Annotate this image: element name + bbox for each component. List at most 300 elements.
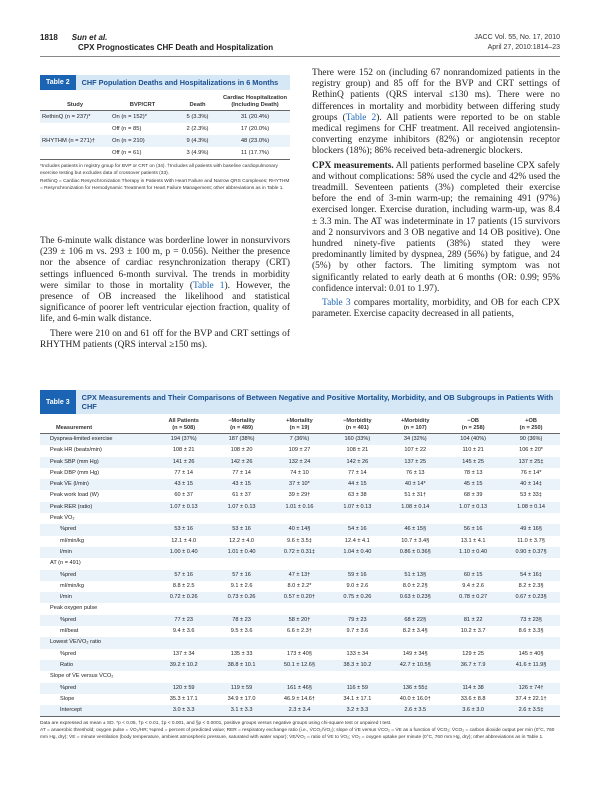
table-cell: 39 ± 29† (288, 492, 311, 499)
table-cell (213, 671, 271, 682)
running-title: CPX Prognosticates CHF Death and Hospitalization (78, 43, 274, 52)
header-rule (40, 56, 560, 57)
table-cell (328, 558, 386, 569)
table-cell: On (n = 152)* (110, 111, 175, 124)
row-label: Peak work load (W) (50, 492, 99, 499)
table-cell: 48 (23.0%) (220, 135, 290, 147)
table-cell: 40.0 ± 16.0† (399, 695, 431, 702)
table-cell: 76 ± 13 (405, 469, 425, 476)
table-cell: 0.57 ± 0.20† (271, 592, 329, 603)
row-label: %pred (40, 615, 155, 626)
row-label: %pred (40, 524, 155, 535)
column-header-line: −OB (467, 418, 479, 424)
table-cell: 60 ± 37 (174, 492, 193, 499)
table-cell: 8.2 ± 3.4§ (402, 628, 428, 635)
row-label: Peak V̇E (l/min) (40, 479, 155, 490)
row-label: Slope (60, 695, 75, 702)
table-cell: 142 ± 26 (328, 457, 386, 468)
table-cell: 50.1 ± 12.6§ (271, 660, 329, 671)
table-cell: 3.0 ± 3.3 (155, 705, 213, 716)
column-header-line: All Patients (168, 418, 199, 424)
table-cell: On (n = 210) (110, 135, 175, 147)
table-cell (386, 603, 444, 614)
table-cell (155, 637, 213, 648)
table-cell: 56 ± 16 (444, 524, 502, 535)
row-label: Intercept (40, 705, 155, 716)
table-2-col-study: Study (66, 102, 84, 108)
table-cell: 78 ± 23 (213, 615, 271, 626)
table-cell: 57 ± 16 (213, 570, 271, 581)
table-cell: 38.3 ± 10.2 (328, 660, 386, 671)
table-cell: 109 ± 27 (288, 447, 311, 454)
table-3-note-2: AT = anaerobic threshold; oxygen pulse = V̇O₂/HR; %pred = percent of predicted value; RER = respiratory exchange ratio (i.e., V̇CO₂/V̇O₂); slope of V̇E versus V̇CO₂ = V̇E as a function of V̇CO₂; V̇CO₂ = carbon dioxide output per min (0°C, 760 mm Hg, dry); V̇E = minute ventilation (body temperature, ambient atmospheric pressure, saturated with water vapor); V̇E/V̇O₂ = ratio of V̇E to V̇O₂; V̇O₂ = oxygen uptake per minute (0°C, 760 mm Hg, dry); other abbreviations as in Table 1. (40, 728, 555, 741)
table-cell: 116 ± 59 (328, 683, 386, 694)
column-header-line: (n = 107) (403, 425, 427, 431)
table-cell: 37 ± 10* (271, 479, 329, 490)
table-cell (444, 513, 502, 524)
table-cell: 9.7 ± 3.6 (346, 628, 369, 635)
table-2-col-hosp: Cardiac Hospitalization (Including Death) (222, 95, 288, 108)
table-row (40, 570, 560, 581)
table-cell: 2.6 ± 3.5‡ (502, 705, 560, 716)
table-cell: 9.6 ± 3.5‡ (287, 537, 312, 544)
table-cell (328, 671, 386, 682)
table-cell: 135 ± 33 (230, 650, 253, 657)
table-cell: 81 ± 22 (444, 615, 502, 626)
table-cell: 1.08 ± 0.14 (386, 502, 444, 513)
table-cell (502, 513, 560, 524)
table-row (40, 603, 560, 614)
table-cell: 119 ± 59 (213, 683, 271, 694)
table-cell (328, 637, 386, 648)
table-row (40, 490, 560, 501)
table-row (40, 615, 560, 626)
page-number: 1818 (40, 33, 58, 42)
table-cell: 90 (36%) (502, 434, 560, 446)
column-header-line: +Mortality (286, 418, 313, 424)
table-cell (444, 603, 502, 614)
table-cell: 51 ± 31† (404, 492, 427, 499)
table-cell: 43 ± 15 (155, 479, 213, 490)
table-cell: 129 ± 25 (462, 650, 484, 657)
row-label: ml/beat (60, 628, 79, 635)
row-label: Ratio (40, 660, 155, 671)
table-cell: 9.4 ± 2.6 (462, 582, 484, 589)
table-cell: 114 ± 38 (444, 683, 502, 694)
column-header-line: (n = 250) (519, 425, 543, 431)
table-cell (328, 603, 386, 614)
table-cell: 9.0 ± 2.6 (346, 582, 369, 589)
table-cell: 1.07 ± 0.13 (444, 502, 502, 513)
table-2-grid (40, 94, 290, 159)
table-3-footnotes (40, 720, 560, 741)
table-cell: 3.2 ± 3.3 (328, 705, 386, 716)
table-cell: 34 (32%) (386, 434, 444, 446)
body-paragraph (312, 298, 560, 320)
table-cell (271, 558, 329, 569)
column-header-line: (n = 258) (461, 425, 485, 431)
table-cell: 108 ± 21 (346, 447, 369, 454)
table-cell (444, 558, 502, 569)
row-label: Lowest V̇E/V̇O₂ ratio (40, 637, 155, 648)
table-row (40, 445, 560, 456)
table-cell: 106 ± 20* (519, 447, 543, 454)
table-3-header (40, 390, 560, 414)
table-cell (155, 558, 213, 569)
row-label: %pred (40, 570, 155, 581)
table-cell: 0.78 ± 0.27 (444, 592, 502, 603)
table-row (40, 111, 290, 124)
row-label: Peak RER (ratio) (40, 502, 155, 513)
table-cell (502, 558, 560, 569)
text-run: All patients performed baseline CPX safely and without complications: 58% used the cycle and 42% used the treadmill. Seventeen patients (3%) completed their exercise before the end of 3-min warm-up; the remaining 491 (97%) exercised longer. Exercise duration, including warm-up, was 8.4 ± 3.3 min. The AT was indeterminate in 17 patients (15 survivors and 2 nonsurvivors and 3 OB negative and 14 OB positive). One hundred ninety-five patients (38%) stated they were predominantly limited by dyspnea, 289 (56%) by fatigue, and 24 (5%) by other factors. The limiting symptom was not significantly related to early death at 6 months (OR: 0.99; 95% confidence interval: 0.01 to 1.97). (312, 160, 560, 294)
table-cell: 46.9 ± 14.6† (283, 695, 315, 702)
table-3 (40, 390, 560, 741)
table-cell: 76 ± 14* (520, 469, 542, 476)
table-2-col-death: Death (189, 102, 206, 108)
table-cell: 37.4 ± 22.1† (515, 695, 547, 702)
issue-date: April 27, 2010:1814–23 (487, 44, 560, 51)
table-row (40, 147, 290, 159)
table-cell: 1.07 ± 0.13 (213, 502, 271, 513)
table-3-column-header (444, 417, 502, 434)
row-label: l/min (40, 592, 155, 603)
table-row (40, 637, 560, 648)
table-row (40, 671, 560, 682)
column-header-line: (n = 19) (289, 425, 310, 431)
table-cell: 53 ± 33‡ (520, 492, 542, 499)
table-cell (213, 513, 271, 524)
table-cell: 77 ± 14 (348, 469, 367, 476)
table-cell: 77 ± 14 (174, 469, 193, 476)
table-cell: 0.67 ± 0.23§ (502, 592, 560, 603)
right-column-text (312, 68, 560, 320)
table-cell: 120 ± 59 (155, 683, 213, 694)
table-cell: 145 ± 40§ (518, 650, 544, 657)
table-cell: 54 ± 16 (328, 524, 386, 535)
table-row (40, 694, 560, 705)
table-cell (155, 513, 213, 524)
column-header-line: +Morbidity (401, 418, 430, 424)
table-cell (386, 671, 444, 682)
row-label: %pred (40, 683, 155, 694)
table-cell: 77 ± 14 (232, 469, 251, 476)
table-cell: 0.86 ± 0.36§ (386, 547, 444, 558)
table-3-tag: Table 3 (40, 390, 76, 414)
table-row (40, 705, 560, 716)
table-cell: 0.63 ± 0.23§ (386, 592, 444, 603)
table-1-link[interactable]: Table 1 (192, 280, 225, 291)
table-cell (444, 637, 502, 648)
table-cell: 31 (20.4%) (220, 111, 290, 124)
row-label: %pred (60, 650, 77, 657)
table-cell (213, 637, 271, 648)
table-row (40, 683, 560, 694)
table-cell: Off (n = 85) (112, 125, 142, 132)
left-column-text (40, 236, 290, 351)
table-cell: 44 ± 15 (328, 479, 386, 490)
row-label: Slope of V̇E versus V̇CO₂ (50, 673, 114, 680)
table-cell: 63 ± 38 (348, 492, 367, 499)
column-header-line: (n = 508) (172, 425, 196, 431)
table-cell: 7 (36%) (271, 434, 329, 446)
table-cell: 2 (2.3%) (186, 125, 209, 132)
table-cell: 11 (17.7%) (241, 149, 269, 156)
table-cell: 68 ± 22§ (386, 615, 444, 626)
table-cell: 59 ± 16 (328, 570, 386, 581)
table-cell: 1.10 ± 0.40 (444, 547, 502, 558)
table-cell: 53 ± 16 (213, 524, 271, 535)
text-run: ). All patients were reported to be on stable medical regimens for CHF treatment. All received angiotensin-converting enzyme inhibitors (82%) or angiotensin receptor blockers (18%); 86% received beta-adrenergic blockers. (312, 112, 560, 157)
table-cell: 9.5 ± 3.6 (230, 628, 253, 635)
text-run: The 6-minute walk distance was borderline lower in nonsurvivors (239 ± 106 m vs. 293 ± 100 m, p = 0.056). Neither the presence nor the absence of cardiac resynchronization therapy (CRT) settings influenced 6-month survival. The trends in morbidity were similar to those in mortality ( (40, 236, 290, 291)
table-cell: 61 ± 37 (232, 492, 251, 499)
column-header-line: −Mortality (228, 418, 255, 424)
table-cell: 12.4 ± 4.1 (344, 537, 370, 544)
table-cell: 11.0 ± 3.7§ (517, 537, 545, 544)
table-cell (328, 513, 386, 524)
table-cell (40, 123, 110, 135)
text-run: ). However, the presence of OB increased the likelihood and statistical significance of poorer left ventricular ejection fraction, quality of life, and 6-min walk distance. (40, 280, 290, 325)
table-row (40, 524, 560, 535)
table-cell (444, 671, 502, 682)
table-cell: 36.7 ± 7.9 (444, 660, 502, 671)
table-cell: 78 ± 13 (463, 469, 483, 476)
body-paragraph: There were 210 on and 61 off for the BVP and CRT settings of RHYTHM patients (QRS interval ≥150 ms). (40, 328, 290, 350)
table-cell (271, 637, 329, 648)
table-cell: 54 ± 16‡ (502, 570, 560, 581)
table-cell: 187 (38%) (213, 434, 271, 446)
table-cell (502, 637, 560, 648)
table-cell: RHYTHM (n = 271)† (40, 135, 110, 147)
row-label: ml/min/kg (60, 537, 84, 544)
row-label: Dyspnea-limited exercise (40, 434, 155, 446)
table-3-column-header (40, 417, 155, 434)
table-cell: 2.3 ± 3.4 (271, 705, 329, 716)
table-cell: 51 ± 13§ (386, 570, 444, 581)
table-2-bottom-rule (40, 159, 290, 160)
table-cell: 74 ± 10 (290, 469, 309, 476)
table-cell (386, 637, 444, 648)
table-cell (271, 671, 329, 682)
table-cell (213, 603, 271, 614)
table-cell: 57 ± 16 (155, 570, 213, 581)
table-3-column-header (386, 417, 444, 434)
table-cell: 77 ± 23 (155, 615, 213, 626)
table-cell: 3.6 ± 3.0 (444, 705, 502, 716)
table-cell (271, 603, 329, 614)
table-cell: 47 ± 13† (271, 570, 329, 581)
table-cell: 1.01 ± 0.16 (271, 502, 329, 513)
table-3-title: CPX Measurements and Their Comparisons of Between Negative and Positive Mortality, Morbidity, and OB Subgroups in Patients With CHF (76, 390, 560, 414)
table-cell: 8.6 ± 3.3§ (518, 628, 544, 635)
table-cell: 1.01 ± 0.40 (213, 547, 271, 558)
table-3-bottom-rule (40, 716, 560, 717)
table-cell: 9.1 ± 2.6 (230, 582, 253, 589)
table-cell: 43 ± 15 (213, 479, 271, 490)
body-paragraph (312, 161, 560, 295)
table-cell: 0.72 ± 0.26 (155, 592, 213, 603)
table-cell: 73 ± 23§ (502, 615, 560, 626)
table-cell: 34.1 ± 17.1 (343, 695, 372, 702)
table-cell (386, 558, 444, 569)
table-row (40, 502, 560, 513)
table-cell: 53 ± 16 (155, 524, 213, 535)
table-cell: 10.7 ± 3.4§ (401, 537, 430, 544)
row-label: ml/min/kg (60, 582, 84, 589)
table-row (40, 479, 560, 490)
table-cell: 58 ± 20† (271, 615, 329, 626)
table-cell: 46 ± 15§ (386, 524, 444, 535)
table-3-column-header (502, 417, 560, 434)
column-header-line: −Morbidity (343, 418, 372, 424)
table-cell: 34.9 ± 17.0 (227, 695, 256, 702)
table-cell: 1.08 ± 0.14 (502, 502, 560, 513)
table-3-note-1: Data are expressed as mean ± SD. *p < 0.05, †p < 0.01, ‡p < 0.001, and §p < 0.0001, positive groups versus negative groups using chi-square test or unpaired t test. (40, 721, 392, 727)
table-cell: 41.6 ± 11.9§ (502, 660, 560, 671)
table-row (40, 468, 560, 479)
journal-citation: JACC Vol. 55, No. 17, 2010 (474, 34, 560, 41)
table-row (40, 513, 560, 524)
section-heading: CPX measurements. (312, 160, 394, 171)
table-cell: 1.00 ± 0.40 (155, 547, 213, 558)
author-line: Sun et al. (71, 33, 108, 42)
table-cell: 9 (4.3%) (175, 135, 220, 147)
table-3-column-header (213, 417, 271, 434)
table-2-header (40, 75, 290, 90)
row-label: Peak HR (beats/min) (50, 447, 102, 454)
table-cell: 142 ± 26 (213, 457, 271, 468)
text-run: There were 152 on (including 67 nonrandomized patients in the registry group) and 85 off for the BVP and CRT settings of RethinQ patients (QRS interval ≤130 ms). There were no differences in mortality and morbidity between differing study groups ( (312, 68, 560, 123)
table-row (40, 649, 560, 660)
table-cell (271, 513, 329, 524)
table-cell: 133 ± 34 (346, 650, 369, 657)
table-cell: 0.75 ± 0.26 (328, 592, 386, 603)
table-cell: 8.0 ± 2.2§ (402, 582, 428, 589)
table-cell: 161 ± 46§ (271, 683, 329, 694)
table-cell: 40 ± 14‡ (502, 479, 560, 490)
table-cell (155, 671, 213, 682)
table-row (40, 123, 290, 135)
row-label: Peak SBP (mm Hg) (40, 457, 155, 468)
table-cell: 8.0 ± 2.2* (287, 582, 312, 589)
row-label: Peak V̇O₂ (50, 515, 75, 522)
text-run: compares mortality, morbidity, and OB for each CPX parameter. Exercise capacity decreased in all patients, (312, 298, 560, 320)
table-cell: 0.90 ± 0.37§ (502, 547, 560, 558)
table-3-column-header (271, 417, 329, 434)
table-cell: 160 (33%) (328, 434, 386, 446)
table-cell: 107 ± 22 (404, 447, 427, 454)
table-row (40, 536, 560, 547)
table-cell: 108 ± 20 (230, 447, 253, 454)
row-label: AT (n = 491) (50, 560, 81, 567)
table-cell: 39.2 ± 10.2 (155, 660, 213, 671)
table-cell: 40 ± 14§ (271, 524, 329, 535)
table-cell: 8.2 ± 2.3§ (518, 582, 544, 589)
table-cell: 3 (4.9%) (186, 149, 209, 156)
row-label: l/min (40, 547, 155, 558)
table-3-link[interactable]: Table 3 (322, 298, 351, 309)
table-cell: 38.8 ± 10.1 (213, 660, 271, 671)
table-cell: 132 ± 24 (271, 457, 329, 468)
table-3-column-header (155, 417, 213, 434)
table-row (40, 592, 560, 603)
table-2-title: CHF Population Deaths and Hospitalizations in 6 Months (76, 75, 290, 90)
table-cell: 42.7 ± 10.5§ (386, 660, 444, 671)
table-cell: 1.04 ± 0.40 (328, 547, 386, 558)
table-cell: 104 (40%) (444, 434, 502, 446)
table-cell: 145 ± 25 (444, 457, 502, 468)
table-2-note-2: RethinQ = Cardiac Resynchronization Therapy in Patients With Heart Failure and Narrow QRS Complexes; RHYTHM = Resynchronization for Hemodynamic Treatment for Heart Failure Management; other abbreviations as in Table 1. (40, 179, 290, 191)
table-cell: 40 ± 14* (386, 479, 444, 490)
table-row (40, 547, 560, 558)
column-header-line: (n = 489) (230, 425, 253, 431)
table-cell: 9.4 ± 3.6 (172, 628, 195, 635)
table-cell: 0.72 ± 0.31‡ (271, 547, 329, 558)
table-2-note-1: *Includes patients in registry group for BVP or CRT on (34). †Includes all patients with baseline cardiopulmonary exercise testing but excludes data of crossover patients (33). (40, 164, 278, 176)
table-3-column-header (328, 417, 386, 434)
table-cell: 8.8 ± 2.5 (172, 582, 195, 589)
table-cell: 33.6 ± 8.8 (460, 695, 486, 702)
table-2 (40, 75, 290, 193)
table-cell: Off (n = 61) (112, 149, 142, 156)
table-2-footnotes (40, 163, 290, 192)
body-paragraph (40, 236, 290, 326)
table-cell: 137 ± 25 (386, 457, 444, 468)
table-cell: 17 (20.0%) (240, 125, 270, 132)
table-2-link[interactable]: Table 2 (345, 112, 377, 123)
column-header-line: (n = 401) (345, 425, 369, 431)
table-2-tag: Table 2 (40, 75, 76, 90)
table-cell: 68 ± 39 (463, 492, 483, 499)
table-cell: 79 ± 23 (328, 615, 386, 626)
running-header-left (40, 33, 273, 53)
table-row (40, 626, 560, 637)
table-2-col-bvp: BVP/CRT (129, 102, 156, 108)
table-cell: 194 (37%) (155, 434, 213, 446)
row-label: Peak oxygen pulse (50, 605, 98, 612)
table-cell: 136 ± 55‡ (386, 683, 444, 694)
table-cell: 173 ± 40§ (287, 650, 312, 657)
table-row (40, 135, 290, 147)
table-cell: 35.3 ± 17.1 (169, 695, 198, 702)
row-label: Peak DBP (mm Hg) (50, 469, 100, 476)
running-header-right (474, 33, 560, 53)
table-cell: 6.6 ± 2.3† (287, 628, 312, 635)
table-row (40, 660, 560, 671)
table-cell: 12.2 ± 4.0 (229, 537, 254, 544)
table-cell: 110 ± 21 (462, 447, 484, 454)
table-cell: 108 ± 21 (172, 447, 195, 454)
table-row (40, 558, 560, 569)
table-cell: RethinQ (n = 237)* (40, 111, 110, 124)
table-cell: 2.6 ± 3.5 (386, 705, 444, 716)
table-row (40, 581, 560, 592)
table-cell: 137 ± 25‡ (502, 457, 560, 468)
table-row (40, 457, 560, 468)
table-cell: 45 ± 15 (444, 479, 502, 490)
table-cell: 5 (3.3%) (175, 111, 220, 124)
column-header-line: Measurement (56, 425, 93, 431)
table-cell: 60 ± 15 (444, 570, 502, 581)
table-cell: 1.07 ± 0.13 (328, 502, 386, 513)
table-cell: 3.1 ± 3.3 (213, 705, 271, 716)
table-cell: 141 ± 26 (155, 457, 213, 468)
table-cell: 1.07 ± 0.13 (155, 502, 213, 513)
table-cell: 137 ± 34 (172, 650, 195, 657)
table-3-grid (40, 417, 560, 716)
body-paragraph (312, 68, 560, 158)
